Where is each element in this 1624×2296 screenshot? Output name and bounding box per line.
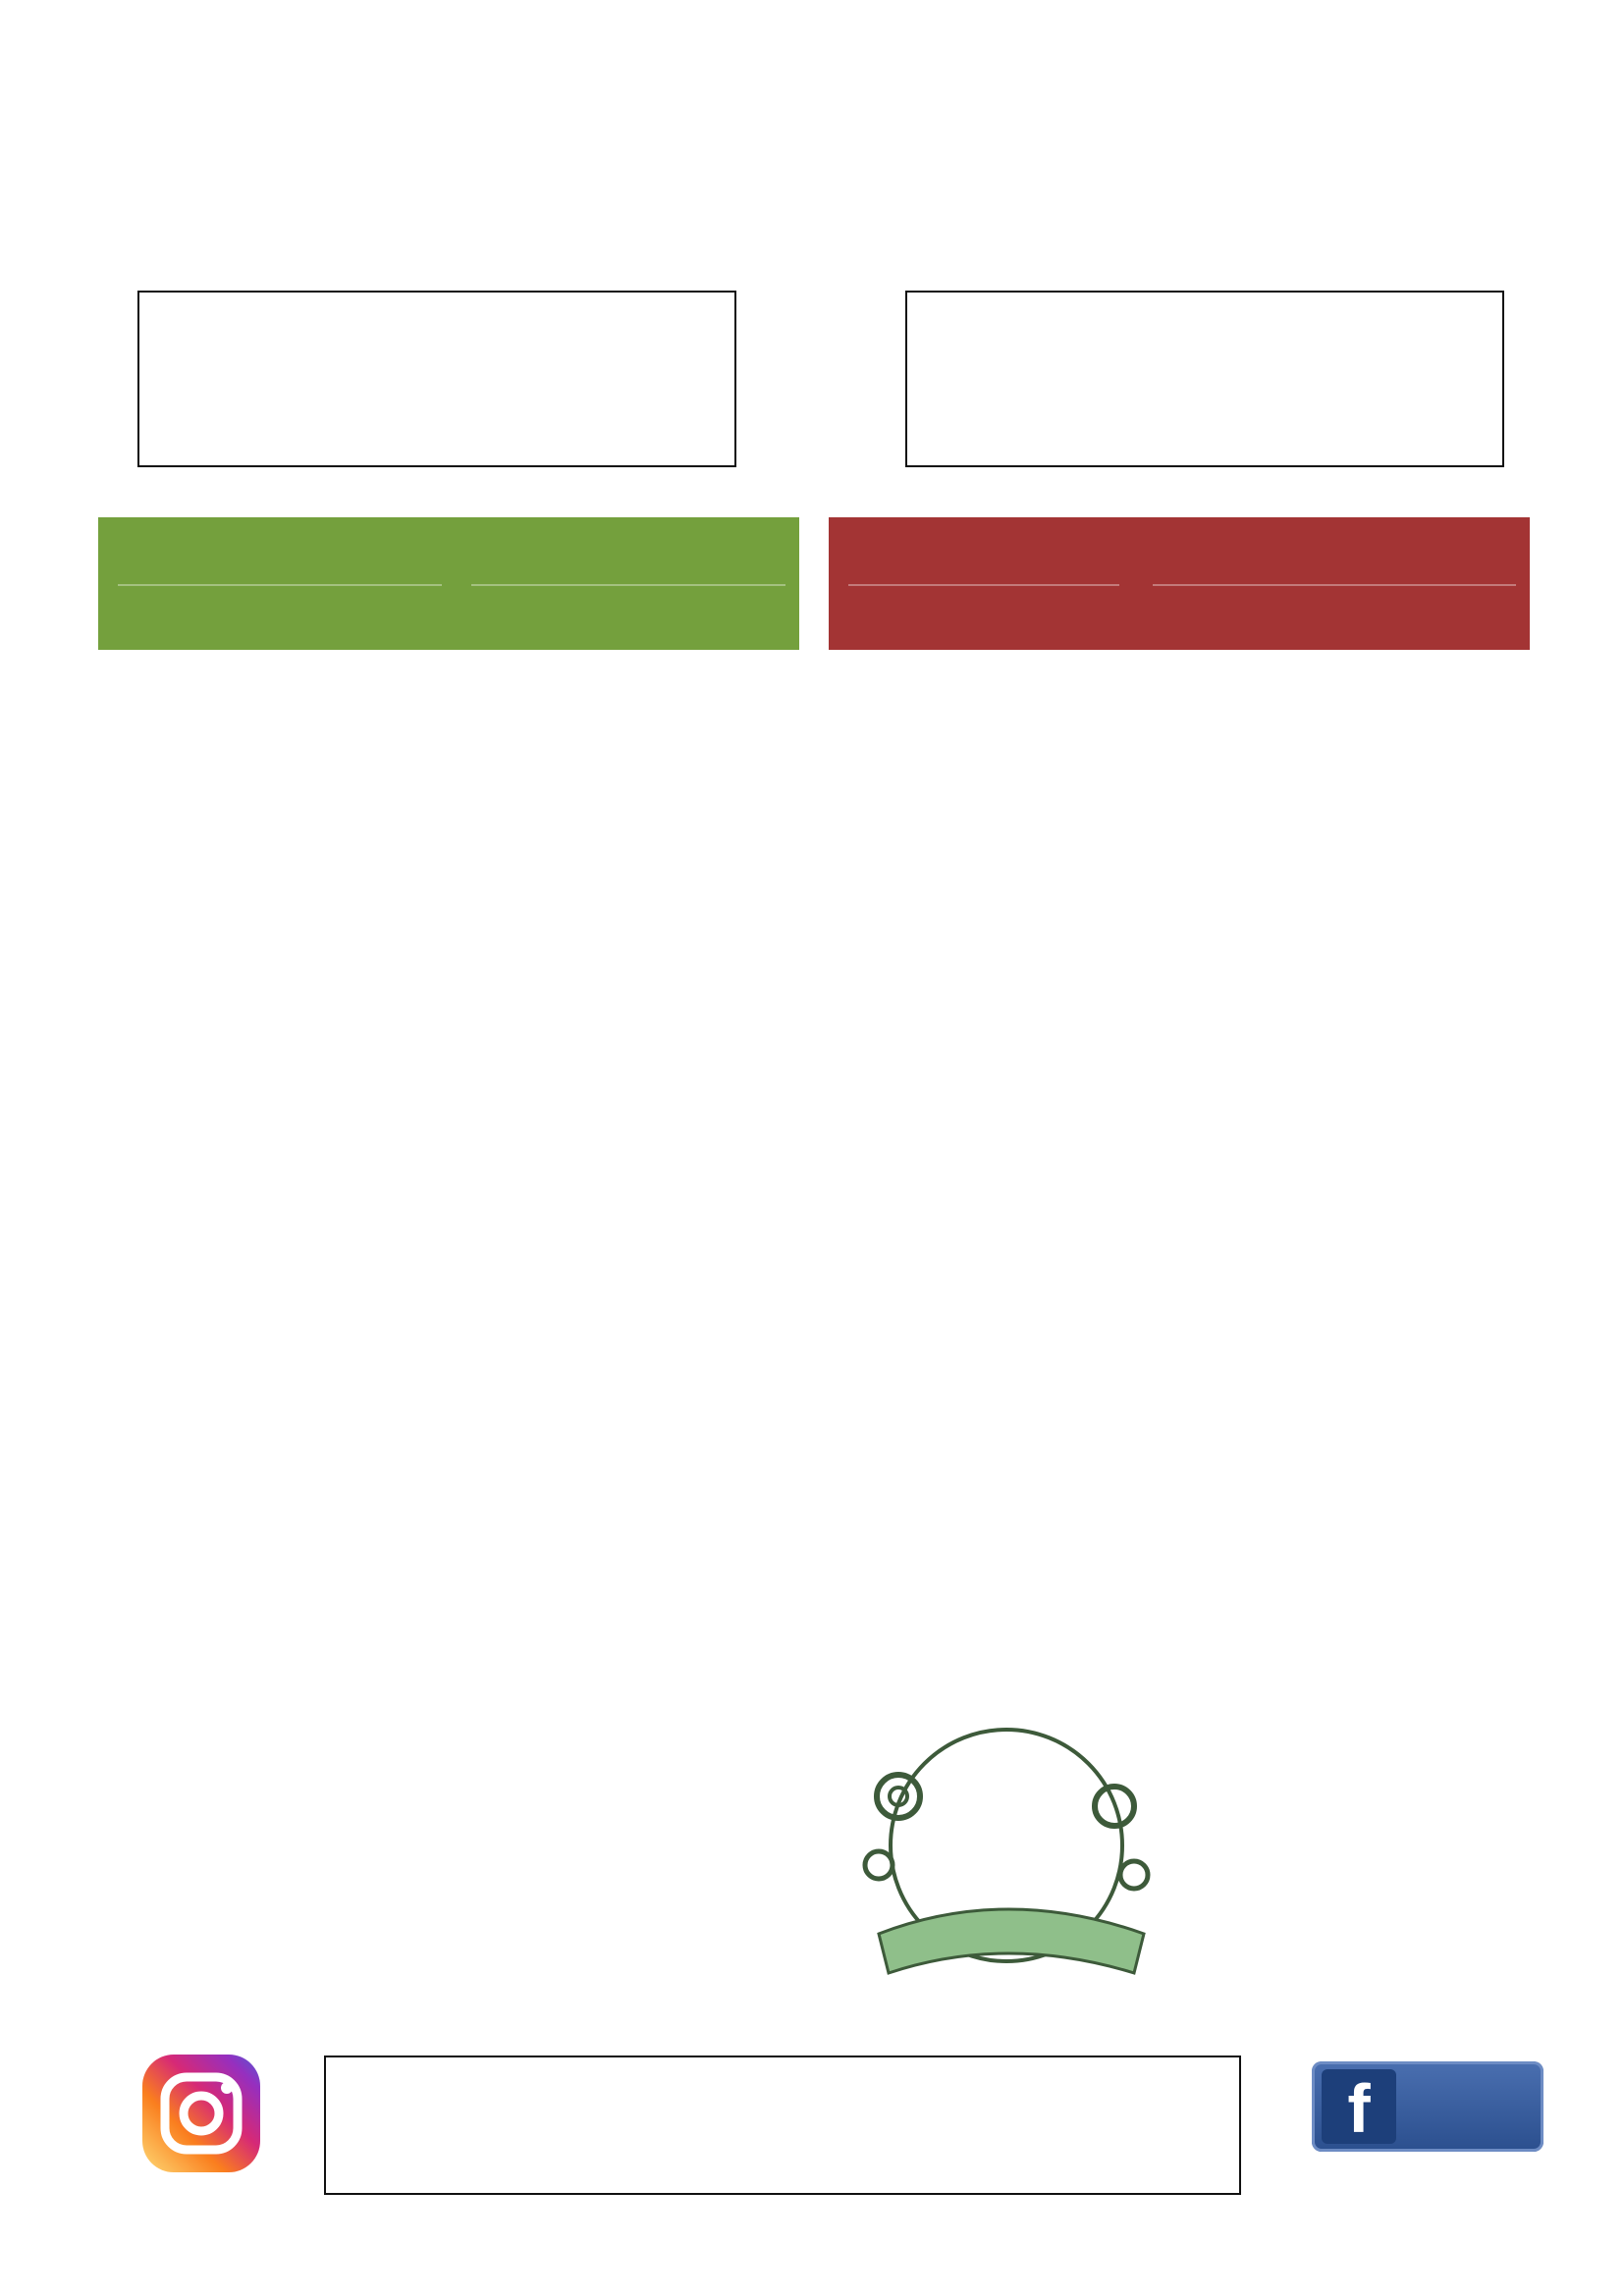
instagram-icon[interactable] [137, 2050, 265, 2177]
page-title [0, 49, 1624, 245]
academy-logo [839, 1688, 1173, 2042]
promo-box-estetica [137, 291, 736, 467]
facebook-button[interactable] [1312, 2061, 1543, 2152]
peluqueria-table-header [829, 517, 1530, 650]
offer-notice [324, 2056, 1241, 2195]
facebook-icon: f [1322, 2069, 1396, 2144]
academy-logo-graphic [839, 1688, 1173, 2042]
anniversary-message [1183, 1703, 1527, 1744]
estetica-table-header [98, 517, 799, 650]
promo-box-peluqueria [905, 291, 1504, 467]
estetica-table [98, 517, 799, 2049]
peluqueria-table [829, 517, 1530, 1685]
